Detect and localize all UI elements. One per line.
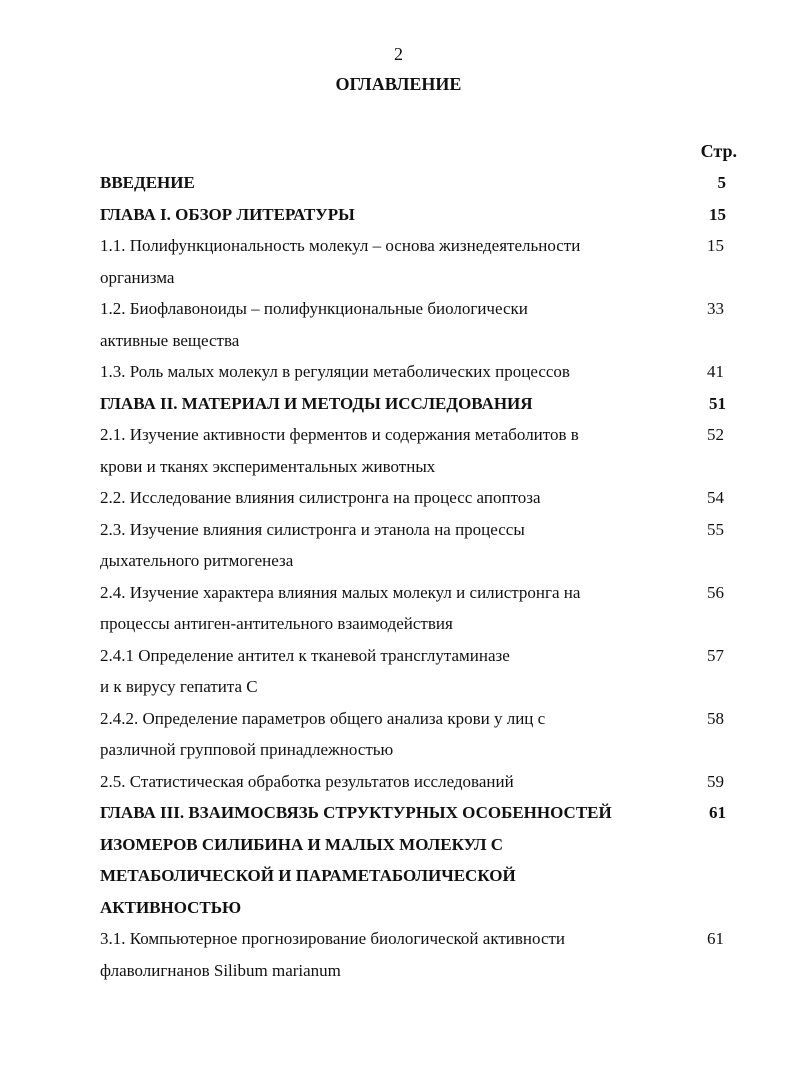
toc-entry [100,923,740,986]
toc-entry-title: 2.4.1 Определение антител к тканевой трансглутаминазе и к вирусу гепатита С [100,645,510,696]
toc-entry [100,797,740,923]
page-column-header: Стр. [700,141,737,161]
toc-entry [100,293,740,356]
toc-entry-title: ГЛАВА III. ВЗАИМОСВЯЗЬ СТРУКТУРНЫХ ОСОБЕННОСТЕЙ ИЗОМЕРОВ СИЛИБИНА И МАЛЫХ МОЛЕКУЛ С МЕТАБОЛИЧЕСКОЙ И ПАРАМЕТАБОЛИЧЕСКОЙ АКТИВНОСТЬЮ [100,803,612,917]
toc-entry [100,167,740,199]
toc-entry-title: ВВЕДЕНИЕ [100,173,195,192]
toc-entry [100,199,740,231]
toc-entry-page: 61 [709,803,726,822]
toc-entry [100,230,740,293]
toc-entry-page: 56 [707,582,724,602]
toc-entry-page: 58 [707,708,724,728]
toc-entry [100,703,740,766]
toc-entry-title: 2.5. Статистическая обработка результатов исследований [100,771,514,791]
toc-entry-page: 33 [707,299,724,318]
toc-entry-page: 55 [707,519,724,539]
toc-entry-title: 3.1. Компьютерное прогнозирование биологической активности флаволигнанов Silibum marianum [100,929,566,980]
toc-entries [100,167,740,986]
toc-entry-title: 2.2. Исследование влияния силистронга на процесс апоптоза [100,488,541,507]
toc-entry [100,514,740,577]
toc-entry-title: 2.1. Изучение активности ферментов и содержания метаболитов в крови и тканях экспериментальных животных [100,425,579,476]
toc-entry [100,419,740,482]
toc-entry [100,356,740,388]
toc-entry-title: 1.3. Роль малых молекул в регуляции метаболических процессов [100,362,570,381]
toc-entry-title: 1.2. Биофлавоноиды – полифункциональные биологически активные вещества [100,299,528,350]
toc-entry-page: 54 [707,488,724,507]
toc-entry-title: 2.3. Изучение влияния силистронга и этанола на процессы дыхательного ритмогенеза [100,519,525,570]
toc-entry [100,388,740,420]
toc-entry-page: 61 [707,929,724,948]
toc-entry [100,482,740,514]
toc-entry-page: 57 [707,645,724,665]
toc-entry-page: 5 [717,173,726,192]
toc-entry [100,577,740,640]
toc-entry-title: ГЛАВА I. ОБЗОР ЛИТЕРАТУРЫ [100,204,355,224]
page-number: 2 [394,44,403,64]
toc-entry-page: 41 [707,362,724,381]
toc-entry-title: 2.4. Изучение характера влияния малых молекул и силистронга на процессы антиген-антительного взаимодействия [100,582,581,633]
toc-entry-page: 15 [709,204,726,224]
toc-entry-title: ГЛАВА II. МАТЕРИАЛ И МЕТОДЫ ИССЛЕДОВАНИЯ [100,393,533,413]
toc-entry-title: 2.4.2. Определение параметров общего анализа крови у лиц с различной групповой принадлежностью [100,708,546,759]
toc-entry-page: 51 [709,393,726,413]
toc-entry [100,766,740,798]
toc-entry-title: 1.1. Полифункциональность молекул – основа жизнедеятельности организма [100,236,581,287]
toc-entry [100,640,740,703]
toc-entry-page: 52 [707,425,724,444]
page-title: ОГЛАВЛЕНИЕ [335,74,462,94]
toc-entry-page: 59 [707,771,724,791]
toc-entry-page: 15 [707,236,724,255]
table-of-contents [100,136,740,986]
